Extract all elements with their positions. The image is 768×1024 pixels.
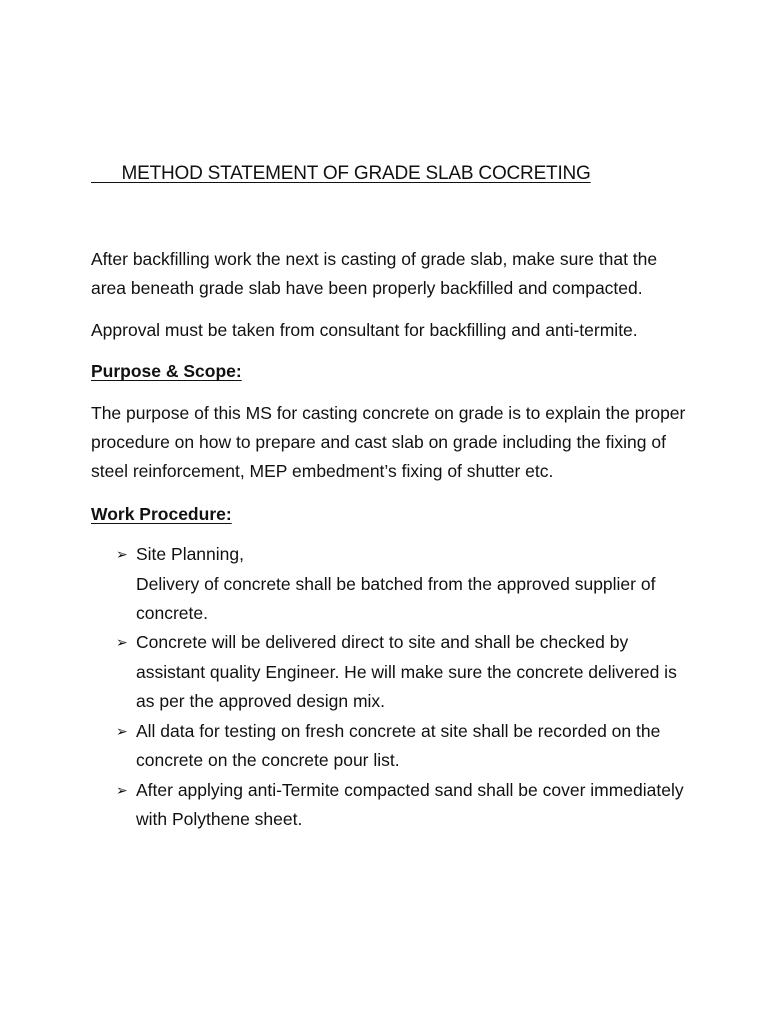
arrow-bullet-icon: ➢ (116, 781, 128, 798)
arrow-bullet-icon: ➢ (116, 634, 128, 651)
work-procedure-heading: Work Procedure: (91, 503, 232, 524)
list-item-subtext: Delivery of concrete shall be batched from the approved supplier of concrete. (136, 573, 656, 624)
list-item-text: Concrete will be delivered direct to site and shall be checked by assistant quality Engineer. He will make sure the concrete delivered is as per the approved design mix. (136, 632, 677, 712)
purpose-scope-paragraph: The purpose of this MS for casting concrete on grade is to explain the proper procedure on how to prepare and cast slab on grade including the fixing of steel reinforcement, MEP embedment’s fixing of shutter etc. (91, 402, 686, 482)
list-item-text: Site Planning, (136, 544, 244, 565)
document-body (91, 160, 691, 834)
list-item (91, 776, 691, 835)
intro-paragraph-backfilling: After backfilling work the next is casting of grade slab, make sure that the area beneath grade slab have been properly backfilled and compacted. (91, 249, 658, 299)
list-item-text: After applying anti-Termite compacted sand shall be cover immediately with Polythene sheet. (136, 779, 684, 829)
arrow-bullet-icon: ➢ (116, 722, 128, 739)
document-title: METHOD STATEMENT OF GRADE SLAB COCRETING (91, 163, 591, 184)
list-item (91, 540, 691, 628)
work-procedure-list (91, 540, 691, 834)
purpose-scope-heading: Purpose & Scope: (91, 361, 242, 382)
list-item-text: All data for testing on fresh concrete at site shall be recorded on the concrete on the concrete pour list. (136, 720, 661, 771)
list-item (91, 717, 691, 776)
intro-paragraph-approval: Approval must be taken from consultant for backfilling and anti-termite. (91, 319, 638, 340)
list-item (91, 628, 691, 716)
arrow-bullet-icon: ➢ (116, 546, 128, 563)
